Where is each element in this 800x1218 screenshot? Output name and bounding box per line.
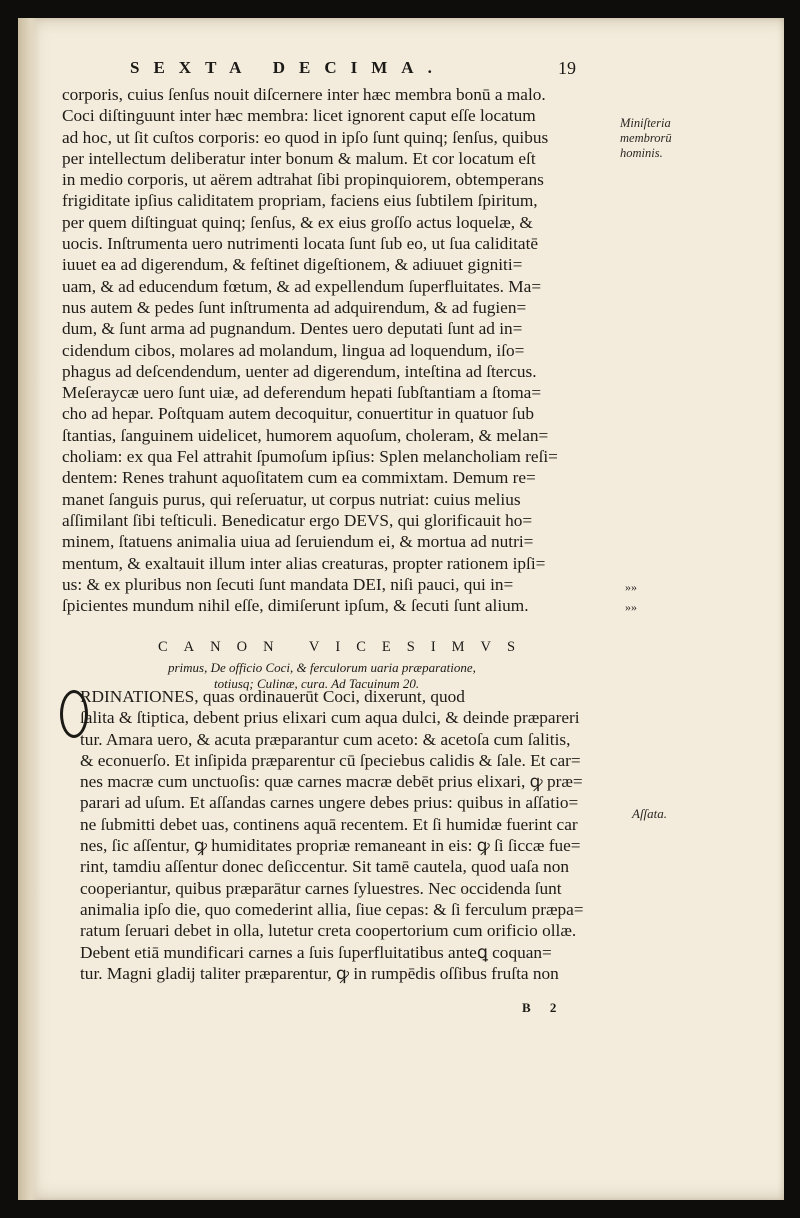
margin-mark: »» xyxy=(625,580,637,594)
text-line: dum, & ſunt arma ad pugnandum. Dentes uero deputati ſunt ad in= xyxy=(62,319,523,339)
text-line: per quem diſtinguat quinq; ſenſus, & ex eius groſſo actus loquelæ, & xyxy=(62,212,533,232)
text-line: RDINATIONES, quas ordinauerūt Coci, dixerunt, quod xyxy=(80,687,465,706)
text-line: Meſeraycæ uero ſunt uiæ, ad deferendum hepati ſubſtantiam a ſtoma= xyxy=(62,383,542,403)
margin-note-line: membrorū xyxy=(620,131,672,145)
page-gutter xyxy=(18,18,40,1200)
text-line: uam, & ad educendum fœtum, & ad expellendum ſuperfluitates. Ma= xyxy=(62,276,542,296)
text-line: Coci diſtinguunt inter hæc membra: licet ignorent caput eſſe locatum xyxy=(62,106,536,126)
text-line: iuuet ea ad digerendum, & feſtinet digeſtionem, & adiuuet gigniti= xyxy=(62,255,523,275)
canon-subheading-1: primus, De officio Coci, & ferculorum uaria præparatione, xyxy=(168,660,476,675)
signature-mark: B 2 xyxy=(522,1000,565,1015)
text-line: ſtantias, ſanguinem uidelicet, humorem aquoſum, choleram, & melan= xyxy=(62,425,549,445)
text-line: ſalita & ſtiptica, debent prius elixari cum aqua dulci, & deinde præpareri xyxy=(80,708,580,728)
text-line: choliam: ex qua Fel attrahit ſpumoſum ipſius: Splen melancholiam reſi= xyxy=(62,447,558,467)
text-line: ne ſubmitti debet uas, continens aquā recentem. Et ſi humidæ fuerint car xyxy=(80,814,578,834)
text-line: rint, tamdiu aſſentur donec deſiccentur. Sit tamē cautela, quod uaſa non xyxy=(80,857,569,877)
text-line: minem, ſtatuens animalia uiua ad ſeruiendum ei, & mortua ad nutri= xyxy=(62,532,534,552)
text-line: tur. Amara uero, & acuta præparantur cum aceto: & acetoſa cum ſalitis, xyxy=(80,729,571,749)
margin-note-ministeria xyxy=(620,116,672,161)
text-line: us: & ex pluribus non ſecuti ſunt mandata DEI, niſi pauci, qui in= xyxy=(62,574,514,594)
canon-subheading-2: totiusq; Culinæ, cura. Ad Tacuinum 20. xyxy=(214,676,420,691)
margin-note-line: Miniſteria xyxy=(620,116,671,130)
folio-number: 19 xyxy=(558,58,576,78)
text-line: manet ſanguis purus, qui reſeruatur, ut corpus nutriat: cuius melius xyxy=(62,489,521,509)
text-line: cooperiantur, quibus præparātur carnes ſyluestres. Nec occidenda ſunt xyxy=(80,878,562,898)
margin-note-assata: Aſſata. xyxy=(632,806,668,821)
text-block-2 xyxy=(80,686,622,984)
text-line: ratum ſeruari debet in olla, lutetur creta coopertorium cum orificio ollæ. xyxy=(80,921,577,941)
running-title: SEXTA DECIMA. xyxy=(130,58,446,77)
text-line: corporis, cuius ſenſus nouit diſcernere inter hæc membra bonū a malo. xyxy=(62,85,546,104)
text-line: uocis. Inſtrumenta uero nutrimenti locata ſunt ſub eo, ut ſua caliditatē xyxy=(62,234,539,254)
text-line: ſpicientes mundum nihil eſſe, dimiſerunt ipſum, & ſecuti ſunt alium. xyxy=(62,596,529,616)
text-line: phagus ad deſcendendum, uenter ad digerendum, inteſtina ad ſtercus. xyxy=(62,361,537,381)
text-line: frigiditate ipſius caliditatem propriam, faciens eius ſubtilem ſpiritum, xyxy=(62,191,538,211)
text-line: nes, ſic aſſentur, ꝙ humiditates propriæ remaneant in eis: ꝙ ſi ſiccæ fue= xyxy=(80,836,581,856)
text-line: & econuerſo. Et inſipida præparentur cū ſpeciebus calidis & ſale. Et car= xyxy=(80,750,581,770)
text-line: ad hoc, ut ſit cuſtos corporis: eo quod in ipſo ſunt quinq; ſenſus, quibus xyxy=(62,127,549,147)
text-line: in medio corporis, ut aërem adtrahat ſibi propinquiorem, obtemperans xyxy=(62,170,544,190)
text-block-1 xyxy=(62,84,622,616)
text-line: Debent etiā mundificari carnes a ſuis ſuperfluitatibus anteꝗ coquan= xyxy=(80,942,552,962)
text-line: aſſimilant ſibi teſticuli. Benedicatur ergo DEVS, qui glorificauit ho= xyxy=(62,510,533,530)
text-line: per intellectum deliberatur inter bonum & malum. Et cor locatum eſt xyxy=(62,148,536,168)
text-line: mentum, & exaltauit illum inter alias creaturas, propter rationem ipſi= xyxy=(62,553,546,573)
text-line: cidendum cibos, molares ad molandum, lingua ad loquendum, iſo= xyxy=(62,340,525,360)
margin-note-line: hominis. xyxy=(620,146,663,160)
text-line: nes macræ cum unctuoſis: quæ carnes macræ debēt prius elixari, ꝙ præ= xyxy=(80,772,583,792)
text-line: animalia ipſo die, quo comederint allia, ſiue cepas: & ſi ferculum præpa= xyxy=(80,899,584,919)
margin-mark: »» xyxy=(625,600,637,614)
text-line: dentem: Renes trahunt aquoſitatem cum ea commixtam. Demum re= xyxy=(62,468,536,488)
text-line: tur. Magni gladij taliter præparentur, ꝙ in rumpēdis oſſibus fruſta non xyxy=(80,963,559,983)
text-line: parari ad uſum. Et aſſandas carnes ungere debes prius: quibus in aſſatio= xyxy=(80,793,579,813)
text-line: nus autem & pedes ſunt inſtrumenta ad adquirendum, & ad fugien= xyxy=(62,297,527,317)
text-line: cho ad hepar. Poſtquam autem decoquitur, conuertitur in quatuor ſub xyxy=(62,404,535,424)
canon-heading: CANON VICESIMVS xyxy=(158,639,532,655)
